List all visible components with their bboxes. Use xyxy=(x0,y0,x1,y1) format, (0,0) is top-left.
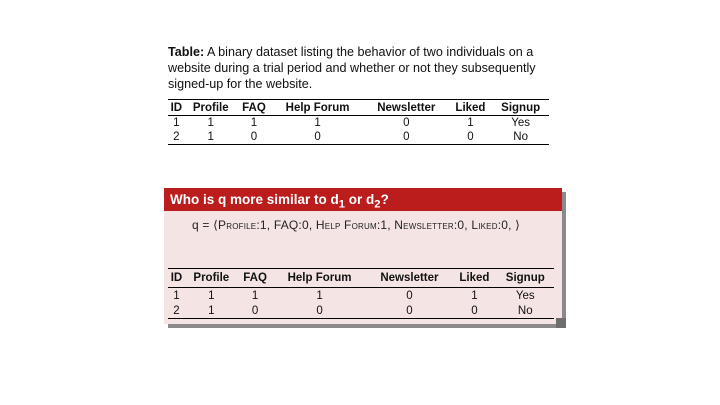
table-row xyxy=(168,303,554,319)
col-header-signup: Signup xyxy=(497,269,554,288)
caption-label: Table: xyxy=(168,45,205,59)
query-item: Liked:0, xyxy=(471,218,516,232)
query-item: Profile:1, xyxy=(218,218,274,232)
dataset-table xyxy=(168,99,549,145)
table-cell: 0 xyxy=(364,130,449,145)
block-title-end: ? xyxy=(380,192,389,207)
table-cell: No xyxy=(497,303,554,319)
table-cell: 1 xyxy=(173,289,180,302)
table-cell: 1 xyxy=(207,117,214,129)
table-cell: 0 xyxy=(452,303,496,319)
resize-handle xyxy=(556,318,566,328)
table-cell: 1 xyxy=(251,289,259,302)
table-cell: No xyxy=(492,130,549,145)
block-title-text: Who is q more similar to d xyxy=(170,192,339,207)
block-title-sub1: 1 xyxy=(338,198,346,211)
table-cell: 1 xyxy=(314,117,321,129)
table-cell: 1 xyxy=(316,289,323,302)
col-header-help-forum: Help Forum xyxy=(272,269,366,288)
question-block xyxy=(164,188,562,324)
table-cell: Yes xyxy=(515,289,535,302)
col-header-id: ID xyxy=(168,269,185,288)
block-title-or: or d xyxy=(345,192,375,207)
table-row xyxy=(168,116,549,131)
query-item: Newsletter:0, xyxy=(394,218,472,232)
block-title xyxy=(164,188,562,211)
table-caption xyxy=(168,44,548,92)
table-cell: 0 xyxy=(237,130,271,145)
table-cell: 0 xyxy=(403,117,410,129)
caption-text: A binary dataset listing the behavior of two individuals on a website during a trial period and whether or not they subsequently signed-up for the website. xyxy=(168,45,536,91)
col-header-faq: FAQ xyxy=(238,269,273,288)
table-cell: 0 xyxy=(449,130,493,145)
table-cell: 1 xyxy=(208,289,215,302)
col-header-profile: Profile xyxy=(185,100,237,116)
query-vector xyxy=(192,218,520,232)
table-cell: 2 xyxy=(168,303,185,319)
table-cell: 1 xyxy=(185,303,238,319)
table-cell: 0 xyxy=(406,289,413,302)
col-header-newsletter: Newsletter xyxy=(364,100,449,116)
table-row xyxy=(168,288,554,304)
table-cell: 1 xyxy=(185,130,237,145)
col-header-help-forum: Help Forum xyxy=(271,100,364,116)
table-cell: 1 xyxy=(467,117,474,129)
col-header-signup: Signup xyxy=(492,100,549,116)
table-cell: 0 xyxy=(271,130,364,145)
query-item: Help Forum:1, xyxy=(315,218,395,232)
table-cell: 1 xyxy=(250,117,258,129)
col-header-liked: Liked xyxy=(449,100,493,116)
table-cell: Yes xyxy=(511,117,531,129)
query-open-bracket: ⟨ xyxy=(213,218,219,232)
table-cell: 1 xyxy=(173,117,180,129)
table-cell: 2 xyxy=(168,130,185,145)
table-cell: 0 xyxy=(367,303,453,319)
query-close-bracket: ⟩ xyxy=(515,218,521,232)
block-dataset-table xyxy=(168,268,554,319)
col-header-liked: Liked xyxy=(452,269,496,288)
table-cell: 0 xyxy=(238,303,273,319)
col-header-faq: FAQ xyxy=(237,100,271,116)
col-header-profile: Profile xyxy=(185,269,238,288)
table-cell: 1 xyxy=(471,289,478,302)
query-item: FAQ:0, xyxy=(273,218,316,232)
table-row xyxy=(168,130,549,145)
query-prefix: q = xyxy=(192,218,214,232)
block-title-sub2: 2 xyxy=(374,198,381,211)
col-header-newsletter: Newsletter xyxy=(367,269,453,288)
col-header-id: ID xyxy=(168,100,185,116)
table-cell: 0 xyxy=(272,303,366,319)
